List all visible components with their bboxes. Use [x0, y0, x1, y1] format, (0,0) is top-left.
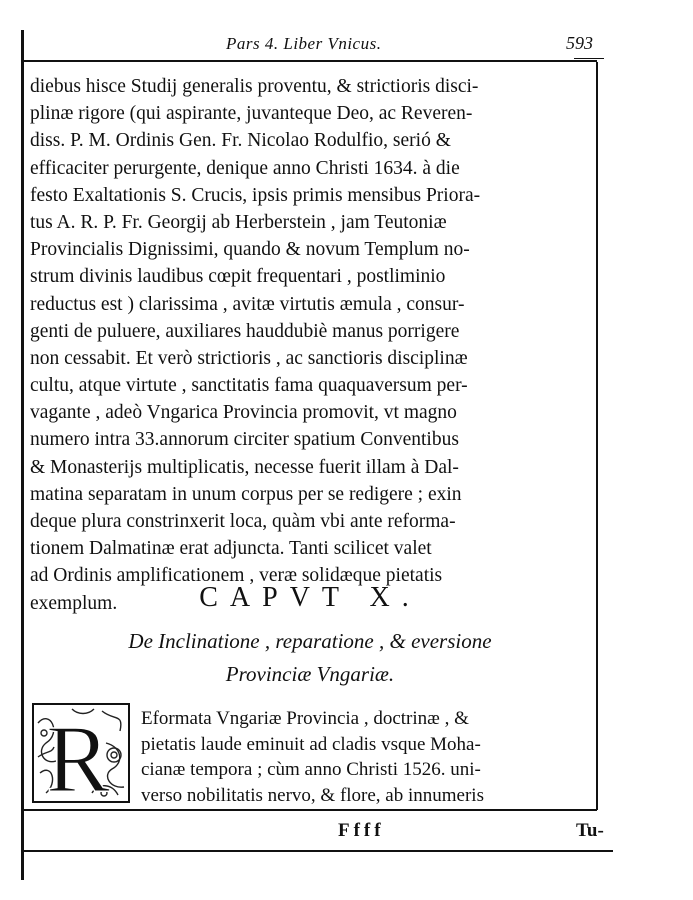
text-line: tus A. R. P. Fr. Georgij ab Herberstein , jam Teutoniæ — [30, 211, 447, 233]
text-line: matina separatam in unum corpus per se redigere ; exin — [30, 483, 462, 505]
page-number: 593 — [566, 33, 593, 53]
text-line: vagante , adeò Vngarica Provincia promovit, vt magno — [30, 402, 457, 424]
text-line: plinæ rigore (qui aspirante, juvanteque Deo, ac Reveren- — [30, 103, 473, 125]
left-frame-rule — [21, 30, 24, 880]
text-line: efficaciter perurgente, denique anno Christi 1634. à die — [30, 157, 460, 179]
text-line: tionem Dalmatinæ erat adjuncta. Tanti scilicet valet — [30, 538, 432, 560]
text-line: genti de puluere, auxiliares hauddubiè manus porrigere — [30, 320, 460, 342]
signature-mark: Ffff — [338, 820, 385, 841]
header-rule — [21, 60, 597, 62]
header-rule-tail — [574, 58, 604, 59]
text-line: & Monasterijs multiplicatis, necesse fuerit illam à Dal- — [30, 456, 459, 478]
text-line: numero intra 33.annorum circiter spatium Conventibus — [30, 429, 459, 451]
text-line: Provincialis Dignissimi, quando & novum Templum no- — [30, 239, 470, 261]
chapter-subtitle-line-1: De Inclinatione , reparatione , & eversione — [128, 629, 492, 653]
text-line: deque plura constrinxerit loca, quàm vbi ante reforma- — [30, 511, 456, 532]
footer-rule — [23, 850, 613, 852]
text-line: strum divinis laudibus cœpit frequentari , postliminio — [30, 266, 446, 288]
text-line: cianæ tempora ; cùm anno Christi 1526. uni- — [141, 759, 481, 780]
text-line: pietatis laude eminuit ad cladis vsque Moha- — [141, 733, 481, 755]
ornamental-initial — [32, 703, 130, 803]
text-line: exemplum. — [30, 592, 118, 614]
text-line: cultu, atque virtute , sanctitatis fama quaquaversum per- — [30, 375, 468, 397]
text-line: diss. P. M. Ordinis Gen. Fr. Nicolao Rodulfio, serió & — [30, 130, 451, 152]
chapter-subtitle-line-2: Provinciæ Vngariæ. — [225, 662, 395, 686]
text-line: verso nobilitatis nervo, & flore, ab innumeris — [141, 784, 484, 806]
text-line: festo Exaltationis S. Crucis, ipsis primis mensibus Priora- — [30, 184, 481, 206]
chapter-text — [141, 706, 591, 808]
text-line: ad Ordinis amplificationem , veræ solidæque pietatis — [30, 565, 443, 587]
body-text — [30, 73, 592, 617]
right-frame-rule — [596, 62, 598, 810]
text-line: non cessabit. Et verò strictioris , ac sanctioris disciplinæ — [30, 347, 468, 369]
text-bottom-rule — [23, 809, 597, 811]
chapter-heading: CAPVT X. — [199, 582, 421, 613]
text-line: Eformata Vngariæ Provincia , doctrinæ , & — [141, 708, 469, 729]
text-line: reductus est ) clarissima , avitæ virtutis æmula , consur- — [30, 293, 465, 315]
running-title: Pars 4. Liber Vnicus. — [226, 34, 382, 53]
initial-letter: R — [45, 705, 111, 803]
text-line: diebus hisce Studij generalis proventu, & strictioris disci- — [30, 76, 479, 97]
catchword: Tu- — [576, 820, 604, 841]
